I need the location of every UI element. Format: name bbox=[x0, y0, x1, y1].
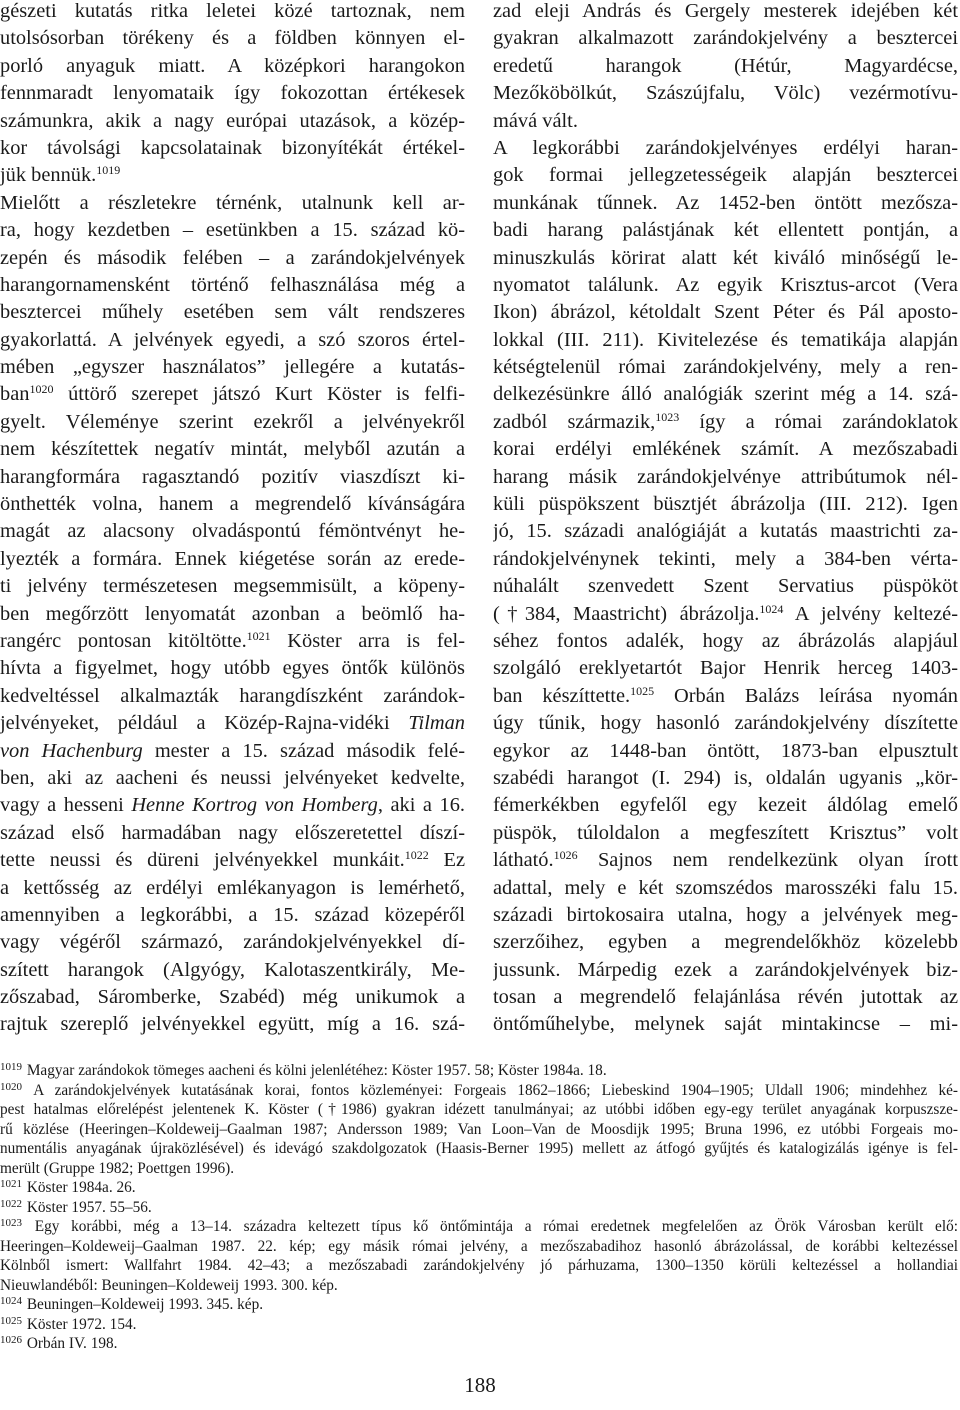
text-line bbox=[0, 217, 465, 244]
line-text: gyakran alkalmazott zarándokjelvény a besztercei bbox=[493, 27, 958, 50]
text-line bbox=[0, 765, 465, 792]
text-line bbox=[493, 25, 958, 52]
text-line bbox=[0, 683, 465, 710]
line-text: delkezésünkre álló analógiák szerint még a 14. szá- bbox=[493, 383, 958, 406]
line-text: zadból származik, bbox=[493, 410, 656, 433]
text-line bbox=[0, 546, 465, 573]
text-line bbox=[493, 929, 958, 956]
right-column bbox=[493, 0, 958, 1039]
text-line bbox=[0, 820, 465, 847]
line-text: zőszabad, Sáromberke, Szabéd) még unikumok a bbox=[0, 986, 465, 1009]
footnote-ref: 1026 bbox=[553, 848, 578, 863]
page-number: 188 bbox=[464, 1373, 496, 1397]
line-text: harangformára ragasztandó pozitív viaszdíszt ki- bbox=[0, 465, 465, 488]
line-text: fémerkékben egyfelől egy kezeit áldólag emelő bbox=[493, 794, 958, 817]
line-text: Mezőköbölkút, Szászújfalu, Völc) vezérmotívu- bbox=[493, 82, 958, 105]
text-line bbox=[493, 491, 958, 518]
text-line bbox=[493, 820, 958, 847]
text-line bbox=[493, 108, 958, 135]
footnote-line bbox=[0, 1315, 958, 1335]
text-line bbox=[0, 53, 465, 80]
footnote-number: 1025 bbox=[0, 1314, 22, 1327]
text-line bbox=[0, 162, 465, 189]
line-text: badi harang palástjának két ellentett pontján, a bbox=[493, 219, 958, 242]
footnote-line bbox=[0, 1061, 958, 1081]
footnote-number: 1024 bbox=[0, 1295, 22, 1307]
footnote-text: Orbán IV. 198. bbox=[26, 1335, 118, 1352]
text-line bbox=[0, 738, 465, 765]
footnote-number: 1019 bbox=[0, 1061, 22, 1073]
line-text: núhalált szenvedett Szent Servatius püspököt bbox=[493, 575, 958, 598]
line-text: egykor az 1448-ban öntött, 1873-ban elpusztult bbox=[493, 739, 958, 762]
text-line bbox=[0, 875, 465, 902]
text-line bbox=[0, 984, 465, 1011]
footnote-text: Heeringen–Koldeweij–Gaalman 1987. 22. kép; egy másik római jelvény, a mezőszabadihoz hasonló ábrázolással, de korábbi keltezéssel bbox=[0, 1237, 958, 1255]
line-text: püspök, túloldalon a megfeszített Krisztus” volt bbox=[493, 821, 958, 844]
text-line bbox=[0, 436, 465, 463]
footnote-text: merült (Gruppe 1982; Poettgen 1996). bbox=[0, 1159, 235, 1177]
text-line bbox=[0, 190, 465, 217]
line-text: számunkra, akik a nagy európai utazások, a közép- bbox=[0, 109, 465, 132]
footnote-text: pest hatalmas előrelépést jelentenek K. Köster (†1986) gyakran idézett tanulmányai; az utóbbi időben egy-egy terület anyagának korpuszsze- bbox=[0, 1101, 958, 1118]
line-text: látható. bbox=[493, 849, 554, 872]
footnote-ref: 1022 bbox=[404, 848, 429, 863]
line-text: zepén és második felében – a zarándokjelvények bbox=[0, 246, 465, 269]
footnote-text: Köster 1984a. 26. bbox=[26, 1179, 136, 1196]
footnote-line bbox=[0, 1256, 958, 1276]
line-text: önthették volna, hanem a megrendelő kívánságára bbox=[0, 493, 465, 516]
line-text: utolsósorban törékeny és a földben könnyen el- bbox=[0, 27, 465, 50]
footnote-line bbox=[0, 1139, 958, 1159]
text-line bbox=[0, 108, 465, 135]
footnote-line bbox=[0, 1237, 958, 1257]
line-text: így a római zarándoklatok bbox=[679, 410, 958, 433]
text-line bbox=[493, 518, 958, 545]
line-text: küli püspökszent büsztjét ábrázolja (III. 212). Igen bbox=[493, 493, 958, 516]
line-text: jelvényeket, például a Közép-Rajna-vidéki bbox=[0, 712, 409, 735]
line-text: A legkorábbi zarándokjelvényes erdélyi haran- bbox=[493, 136, 958, 159]
line-text: ben, aki az aacheni és neussi jelvényeket kedvelte, bbox=[0, 766, 465, 789]
text-line bbox=[493, 80, 958, 107]
text-line bbox=[493, 135, 958, 162]
line-text: század első harmadában nagy előszeretettel díszí- bbox=[0, 821, 465, 844]
line-text: Ikon) ábrázol, kétoldalt Szent Péter és Pál aposto- bbox=[493, 301, 958, 324]
line-text: ban bbox=[0, 383, 30, 406]
line-text: harangornamensként történő felhasználása még a bbox=[0, 273, 465, 296]
line-text: úttörő szerepet játszó Kurt Köster is felfi- bbox=[53, 383, 465, 406]
text-line bbox=[493, 245, 958, 272]
text-line bbox=[493, 272, 958, 299]
footnote-text: Nieuwlandéből: Beuningen–Koldeweij 1993. 300. kép. bbox=[0, 1276, 338, 1294]
footnote-ref: 1020 bbox=[29, 382, 54, 397]
line-text: porló anyaguk miatt. A középkori harangokon bbox=[0, 54, 465, 77]
line-text: eredetű harangok (Hétúr, Magyardécse, bbox=[493, 54, 958, 77]
line-text: mében „egyszer használatos” jellegére a kutatás- bbox=[0, 356, 465, 379]
line-text: lokkal (III. 211). Kivitelezése és tematikája alapján bbox=[493, 328, 958, 351]
text-line bbox=[493, 190, 958, 217]
text-line bbox=[0, 80, 465, 107]
text-line bbox=[0, 354, 465, 381]
text-line bbox=[493, 765, 958, 792]
text-line bbox=[0, 792, 465, 819]
line-text: nyomatot találunk. Az egyik Krisztus-arcot (Vera bbox=[493, 273, 958, 296]
text-line bbox=[493, 409, 958, 436]
line-text: A jelvény keltezé- bbox=[783, 602, 958, 625]
footnote-number: 1026 bbox=[0, 1334, 22, 1346]
footnote-number: 1020 bbox=[0, 1080, 22, 1093]
line-text: rajtuk szereplő jelvényekkel együtt, míg a 16. szá- bbox=[0, 1013, 465, 1036]
text-line bbox=[0, 573, 465, 600]
line-text: vagy a hesseni bbox=[0, 794, 132, 817]
text-line bbox=[0, 245, 465, 272]
line-text: öntőműhelybe, melynek saját mintakincse – mi- bbox=[493, 1013, 958, 1036]
line-text: mester a 15. század második felé- bbox=[142, 739, 465, 762]
text-line bbox=[0, 0, 465, 25]
line-text: rándokjelvénynek tekinti, mely a 384-ben vérta- bbox=[493, 547, 958, 570]
footnote-text: Egy korábbi, még a 13–14. századra keltezett típus kő öntőmintája a római eredetnek megfelelően az Örök Városban került elő: bbox=[34, 1218, 958, 1235]
line-text: fennmaradt lenyomataik így fokozottan értékesek bbox=[0, 82, 465, 105]
footnote-line bbox=[0, 1159, 958, 1179]
line-text: tette neussi és düreni jelvényekkel munkáit. bbox=[0, 849, 405, 872]
text-line bbox=[493, 546, 958, 573]
line-text: ben megőrzött lenyomatát azonban a beömlő ha- bbox=[0, 602, 465, 625]
text-line bbox=[0, 299, 465, 326]
text-line bbox=[493, 738, 958, 765]
text-line bbox=[0, 135, 465, 162]
footnote-number: 1021 bbox=[0, 1178, 22, 1190]
text-line bbox=[0, 409, 465, 436]
footnote-line bbox=[0, 1217, 958, 1237]
text-line bbox=[0, 601, 465, 628]
text-line bbox=[493, 573, 958, 600]
text-line bbox=[0, 464, 465, 491]
line-text: ban készíttette. bbox=[493, 684, 631, 707]
italic-name: Henne Kortrog von Homberg bbox=[131, 794, 378, 817]
footnote-text: Kölnből ismert: Wallfahrt 1984. 42–43; a mezőszabadi zarándokjelvény jó párhuzama, 1300–1350 körüli keltezéssel a hollandiai bbox=[0, 1257, 958, 1274]
line-text: nem készítettek negatív mintát, melyből azután a bbox=[0, 438, 465, 461]
left-column bbox=[0, 0, 465, 1039]
text-line bbox=[493, 683, 958, 710]
footnote-ref: 1025 bbox=[630, 683, 655, 698]
line-text: gok formai jellegzetességeik alapján besztercei bbox=[493, 164, 958, 187]
line-text: Sajnos nem rendelkezünk olyan írott bbox=[577, 849, 958, 872]
text-line bbox=[493, 354, 958, 381]
text-line bbox=[493, 792, 958, 819]
line-text: (†384, Maastricht) ábrázolja. bbox=[493, 602, 760, 625]
footnote-line bbox=[0, 1100, 958, 1120]
line-text: szabédi harangot (I. 294) is, oldalán ugyanis „kör- bbox=[493, 766, 958, 789]
footnotes bbox=[0, 1061, 958, 1354]
footnote-text: numentális anyagának újraközlésével) és idevágó szakdolgozatok (Haasis-Berner 1995) mellett az átfogó gyűjtés és katalogizálás igénye is fel- bbox=[0, 1140, 958, 1157]
line-text: jó, 15. századi analógiáját a kutatás maastrichti za- bbox=[493, 520, 958, 543]
footnote-ref: 1019 bbox=[96, 163, 121, 178]
footnote-line bbox=[0, 1334, 958, 1354]
text-line bbox=[0, 902, 465, 929]
text-line bbox=[0, 327, 465, 354]
line-text: mává vált. bbox=[493, 109, 578, 132]
line-text: ti jelvény természetesen megsemmisült, a köpeny- bbox=[0, 575, 465, 598]
line-text: adattal, mely e két szomszédos marosszéki falu 15. bbox=[493, 876, 958, 899]
text-line bbox=[0, 381, 465, 408]
footnote-ref: 1023 bbox=[655, 409, 680, 424]
line-text: gészeti kutatás ritka leletei közé tartoznak, nem bbox=[0, 0, 465, 22]
footnote-text: Beuningen–Koldeweij 1993. 345. kép. bbox=[26, 1296, 264, 1313]
text-line bbox=[493, 53, 958, 80]
footnote-line bbox=[0, 1295, 958, 1315]
line-text: minuszkulás körirat alatt két kiváló minőségű le- bbox=[493, 246, 958, 269]
text-line bbox=[0, 25, 465, 52]
text-line bbox=[493, 299, 958, 326]
footnote-line bbox=[0, 1276, 958, 1296]
text-line bbox=[493, 875, 958, 902]
text-line bbox=[493, 710, 958, 737]
text-line bbox=[0, 1011, 465, 1038]
text-line bbox=[493, 464, 958, 491]
footnote-line bbox=[0, 1081, 958, 1101]
line-text: jussunk. Márpedig ezek a zarándokjelvények biz- bbox=[493, 958, 958, 981]
line-text: hívta a figyelmet, hogy utóbb egyes öntők különös bbox=[0, 657, 465, 680]
text-line bbox=[0, 957, 465, 984]
text-line bbox=[0, 518, 465, 545]
text-line bbox=[493, 1011, 958, 1038]
footnote-text: rű közlése (Heeringen–Koldeweij–Gaalman 1987; Andersson 1989; Van Loon–Van de Moosdijk 1995; Bruna 1996, ez utóbbi Forgeais mo- bbox=[0, 1120, 958, 1138]
text-line bbox=[493, 847, 958, 874]
line-text: Köster arra is fel- bbox=[270, 629, 465, 652]
line-text: amennyiben a legkorábbi, a 15. század közepéről bbox=[0, 903, 465, 926]
line-text: zad eleji András és Gergely mesterek idejében két bbox=[493, 0, 958, 22]
text-line bbox=[493, 957, 958, 984]
line-text: munkának tűnnek. Az 1452-ben öntött mezősza- bbox=[493, 191, 958, 214]
line-text: szerzőihez, egyben a megrendelőkhöz közelebb bbox=[493, 931, 958, 954]
text-line bbox=[493, 327, 958, 354]
line-text: ra, hogy kezdetben – esetünkben a 15. század kö- bbox=[0, 219, 465, 242]
line-text: Mielőtt a részletekre térnénk, utalnunk kell ar- bbox=[0, 191, 465, 214]
line-text: kedveltéssel alkalmazták harangdíszként zarándok- bbox=[0, 684, 465, 707]
text-line bbox=[493, 162, 958, 189]
line-text: századi birtokosaira utalna, hogy a jelvények meg- bbox=[493, 903, 958, 926]
footnote-line bbox=[0, 1178, 958, 1198]
text-line bbox=[493, 628, 958, 655]
text-line bbox=[0, 847, 465, 874]
line-text: kétségtelenül római zarándokjelvény, mely a ren- bbox=[493, 356, 958, 379]
text-line bbox=[0, 655, 465, 682]
line-text: korai erdélyi emlékének számít. A mezőszabadi bbox=[493, 438, 958, 461]
line-text: , aki a 16. bbox=[377, 794, 465, 817]
line-text: a kettősség az erdélyi emlékanyagon is lemérhető, bbox=[0, 876, 465, 899]
line-text: gyakorlattá. A jelvények egyedi, a szó szoros értel- bbox=[0, 328, 465, 351]
text-line bbox=[0, 929, 465, 956]
footnote-text: Köster 1957. 55–56. bbox=[26, 1198, 152, 1216]
text-line bbox=[0, 272, 465, 299]
line-text: kor távolsági kapcsolatainak bizonyítékát értékel- bbox=[0, 136, 465, 159]
text-line bbox=[493, 436, 958, 463]
text-line bbox=[493, 655, 958, 682]
footnote-number: 1023 bbox=[0, 1217, 22, 1229]
footnote-ref: 1024 bbox=[759, 601, 784, 616]
line-text: jük bennük. bbox=[0, 164, 97, 187]
footnote-ref: 1021 bbox=[246, 628, 271, 643]
line-text: Orbán Balázs leírása nyomán bbox=[654, 684, 958, 707]
line-text: rangérc pontosan kitöltötte. bbox=[0, 629, 247, 652]
text-line bbox=[493, 217, 958, 244]
line-text: tosan a megrendelő felajánlása révén jutottak az bbox=[493, 986, 958, 1009]
footnote-line bbox=[0, 1120, 958, 1140]
line-text: szolgáló ereklyetartót Bajor Henrik herceg 1403- bbox=[493, 657, 958, 680]
line-text: lyezték a formára. Ennek kiégetése során az erede- bbox=[0, 547, 465, 570]
text-line bbox=[493, 381, 958, 408]
text-line bbox=[493, 984, 958, 1011]
line-text: gyelt. Véleménye szerint ezekről a jelvényekről bbox=[0, 410, 465, 433]
line-text: harang másik zarándokjelvénye attribútumok nél- bbox=[493, 465, 958, 488]
italic-name: von Hachenburg bbox=[0, 739, 143, 762]
footnote-text: Magyar zarándokok tömeges aacheni és kölni jelenlétéhez: Köster 1957. 58; Köster 1984a. 18. bbox=[26, 1062, 607, 1079]
line-text: szített harangok (Algyógy, Kalotaszentkirály, Me- bbox=[0, 958, 465, 981]
footnote-text: Köster 1972. 154. bbox=[26, 1315, 137, 1333]
line-text: besztercei műhely esetében sem vált rendszeres bbox=[0, 301, 465, 324]
text-line bbox=[493, 902, 958, 929]
text-line bbox=[0, 628, 465, 655]
footnote-number: 1022 bbox=[0, 1197, 22, 1210]
text-line bbox=[0, 710, 465, 737]
italic-name: Tilman bbox=[408, 712, 465, 735]
footnote-text: A zarándokjelvények kutatásának korai, fontos közleményei: Forgeais 1862–1866; Liebeskind 1904–1905; Uldall 1906; mindehhez ké- bbox=[33, 1081, 958, 1099]
line-text: magát az alacsony olvadáspontú fémöntvényt he- bbox=[0, 520, 465, 543]
line-text: úgy tűnik, hogy hasonló zarándokjelvény díszítette bbox=[493, 712, 958, 735]
footnote-line bbox=[0, 1198, 958, 1218]
line-text: Ez bbox=[428, 849, 465, 872]
line-text: vagy végéről származó, zarándokjelvényekkel dí- bbox=[0, 931, 465, 954]
text-line bbox=[493, 601, 958, 628]
text-line bbox=[493, 0, 958, 25]
line-text: séhez fontos adalék, hogy az ábrázolás alapjául bbox=[493, 629, 958, 652]
text-line bbox=[0, 491, 465, 518]
